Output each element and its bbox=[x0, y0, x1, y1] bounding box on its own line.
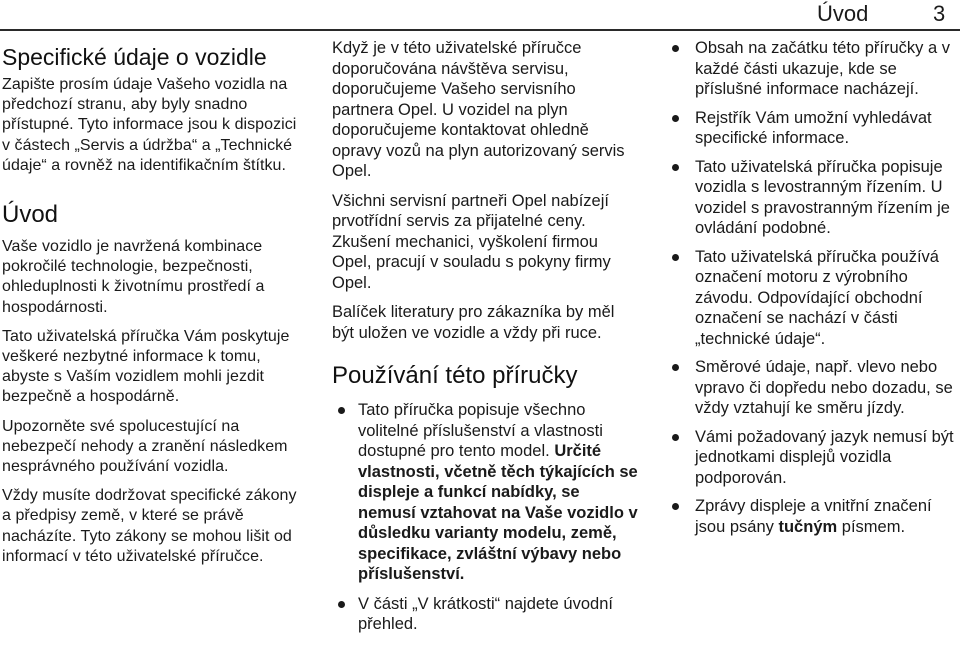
page-header bbox=[0, 0, 960, 31]
bullet-text: V části „V krátkosti“ najdete úvodní přehled. bbox=[358, 594, 613, 633]
paragraph-intro-1: Vaše vozidlo je navržená kombinace pokročilé technologie, bezpečnosti, ohleduplnosti k životnímu prostředí a hospodárnosti. bbox=[2, 238, 265, 316]
bullet-list-using-manual bbox=[332, 400, 638, 635]
bullet-text: písmem. bbox=[841, 517, 906, 536]
page-number: 3 bbox=[933, 1, 946, 26]
column-right bbox=[671, 38, 958, 537]
bullet-icon bbox=[338, 601, 345, 608]
paragraph-intro-4: Vždy musíte dodržovat specifické zákony a předpisy země, v které se právě nacházíte. Tyto zákony se mohou lišit od informací v této uživatelské příručce. bbox=[2, 487, 297, 565]
bullet-text: Obsah na začátku této příručky a v každé části ukazuje, kde se příslušné informace nacházejí. bbox=[695, 39, 950, 98]
bullet-text-bold: tučným bbox=[778, 517, 838, 536]
bullet-text-bold: Určité vlastnosti, včetně těch týkajících se displeje a funkcí nabídky, se nemusí vztahovat na Vaše vozidlo v důsledku varianty modelu, země, specifikace, zvláštní výbavy nebo příslušenství. bbox=[358, 442, 638, 583]
list-item bbox=[671, 108, 958, 149]
list-item bbox=[332, 400, 638, 585]
bullet-text: Směrové údaje, např. vlevo nebo vpravo či dopředu nebo dozadu, se vždy vztahují ke směru jízdy. bbox=[695, 358, 953, 417]
paragraph-service-1: Když je v této uživatelské příručce doporučována návštěva servisu, doporučujeme Vašeho servisního partnera Opel. U vozidel na plyn doporučujeme kontaktovat ohledně opravy vozů na plyn autorizovaný servis Opel. bbox=[332, 39, 625, 180]
bullet-icon bbox=[672, 45, 679, 52]
bullet-text: Vámi požadovaný jazyk nemusí být jednotkami displejů vozidla podporován. bbox=[695, 427, 954, 487]
paragraph-specific-data: Zapište prosím údaje Vašeho vozidla na předchozí stranu, aby byly snadno přístupné. Tyto informace jsou k dispozici v částech „Servis a údržba“ a „Technické údaje“ a rovněž na identifikačním štítku. bbox=[2, 76, 297, 174]
paragraph-literature: Balíček literatury pro zákazníka by měl být uložen ve vozidle a vždy při ruce. bbox=[332, 303, 615, 342]
heading-specific-data: Specifické údaje o vozidle bbox=[2, 44, 267, 70]
paragraph-service-2: Všichni servisní partneři Opel nabízejí prvotřídní servis za přijatelné ceny. Zkušení mechanici, vyškolení firmou Opel, pracují v souladu s pokyny firmy Opel. bbox=[332, 191, 611, 292]
bullet-list-continued bbox=[671, 38, 958, 537]
bullet-icon bbox=[672, 254, 679, 261]
paragraph-intro-2: Tato uživatelská příručka Vám poskytuje veškeré nezbytné informace k tomu, abyste s Vaším vozidlem mohli jezdit bezpečně a hospodárně. bbox=[2, 327, 290, 406]
list-item bbox=[671, 247, 958, 350]
list-item bbox=[671, 496, 958, 537]
bullet-text: Tato příručka popisuje všechno volitelné příslušenství a vlastnosti dostupné pro tento model. bbox=[358, 401, 603, 460]
bullet-text: Tato uživatelská příručka používá označení motoru z výrobního závodu. Odpovídající obchodní označení se nachází v části „technické údaje“. bbox=[695, 247, 939, 348]
column-left bbox=[2, 38, 302, 567]
column-middle bbox=[332, 38, 638, 635]
list-item bbox=[671, 157, 958, 239]
bullet-icon bbox=[672, 164, 679, 171]
bullet-text: Zprávy displeje a vnitřní značení jsou psány bbox=[695, 497, 932, 536]
bullet-icon bbox=[672, 115, 679, 122]
paragraph-intro-3: Upozorněte své spolucestující na nebezpečí nehody a zranění následkem nesprávného používání vozidla. bbox=[2, 417, 288, 476]
heading-using-manual: Používání této příručky bbox=[332, 362, 578, 389]
list-item bbox=[671, 357, 958, 419]
header-section-title: Úvod bbox=[817, 1, 869, 26]
heading-introduction: Úvod bbox=[2, 201, 59, 229]
bullet-text: Rejstřík Vám umožní vyhledávat specifické informace. bbox=[695, 108, 932, 147]
bullet-icon bbox=[672, 364, 679, 371]
bullet-text: Tato uživatelská příručka popisuje vozidla s levostranným řízením. U vozidel s pravostranným řízením je ovládání podobné. bbox=[695, 157, 950, 237]
list-item bbox=[671, 427, 958, 489]
bullet-icon bbox=[672, 503, 679, 510]
list-item bbox=[671, 38, 958, 100]
bullet-icon bbox=[338, 407, 345, 414]
bullet-icon bbox=[672, 434, 679, 441]
list-item bbox=[332, 594, 638, 635]
